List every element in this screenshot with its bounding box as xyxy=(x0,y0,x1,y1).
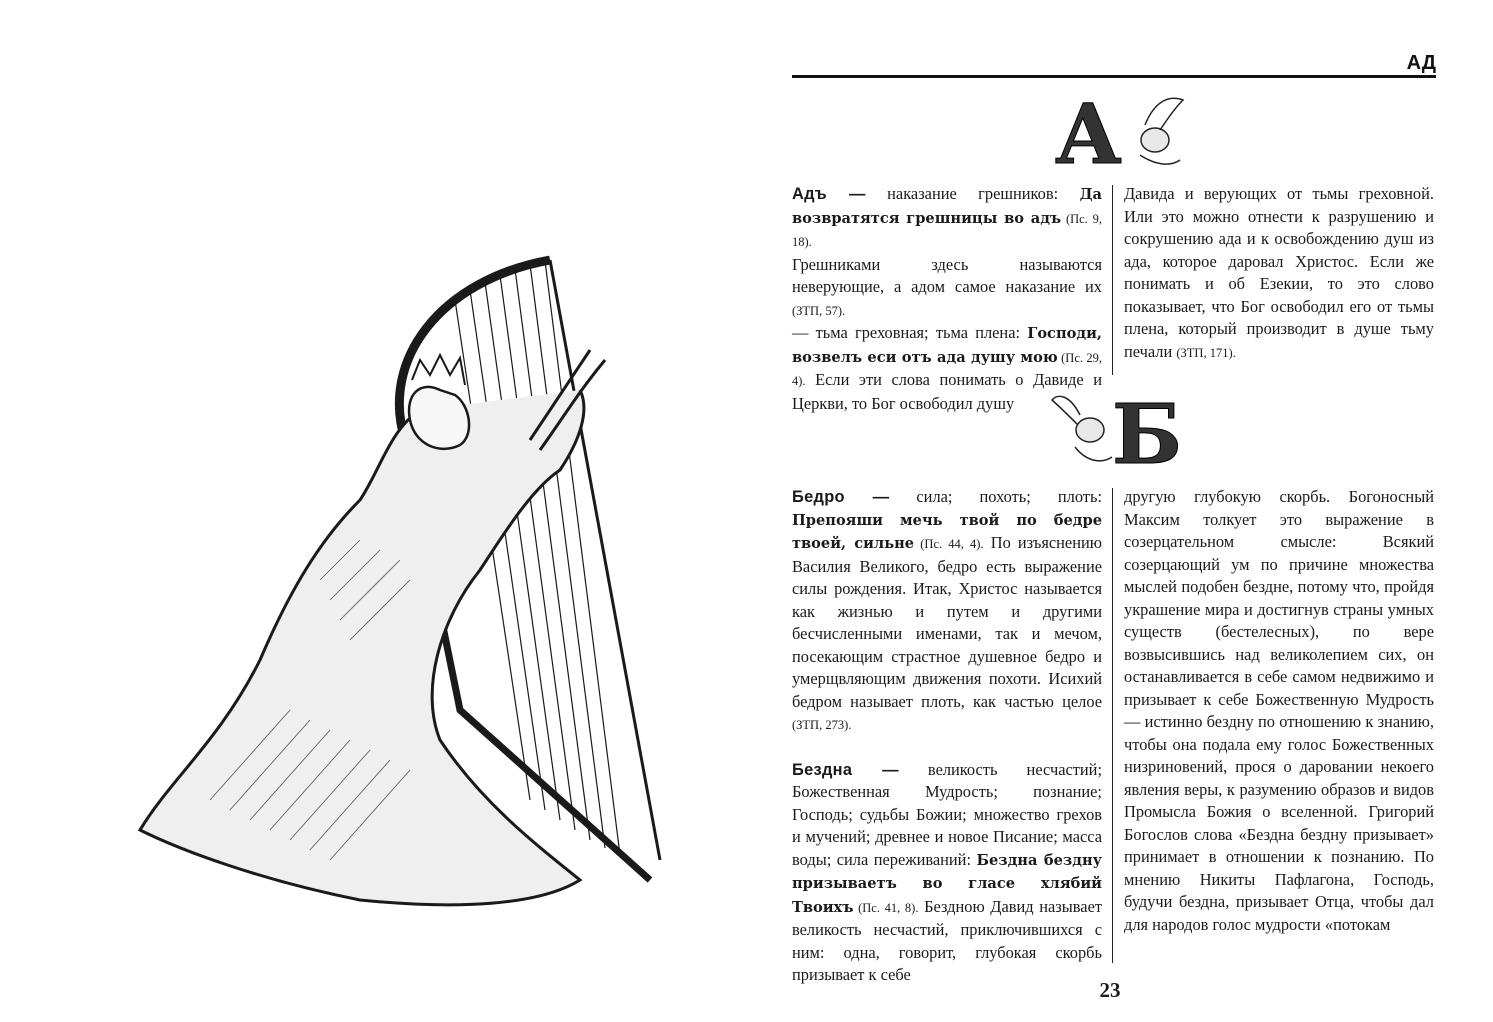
entry-ad-col2: Давида и верующих от тьмы греховной. Или это можно отнести к разрушению и сокрушению ада и к освобождению душ из ада, которое даровал Христос. Если же понимать и об Езекии, то это слово показывает, что Бог освободил его от тьмы плена, который производит в душе тьму печали (ЗТП, 171). xyxy=(1124,184,1434,361)
scripture-quote: Да возвратятся грешницы во адъ xyxy=(792,186,1103,227)
entry-ad-col1: Адъ — наказание грешников: Да возвратятся грешницы во адъ (Пс. 9, 18). Грешниками здесь называются неверующие, а адом самое наказание их (ЗТП, 57). — тьма греховная; тьма плена: Господи, возвелъ еси отъ ада душу мою (Пс. 29, 4). Если эти слова понимать о Давиде и Церкви, то Бог освободил душу xyxy=(792,184,1103,413)
scripture-quote: Препояши мечь твой по бедре твоей, сильне xyxy=(792,511,1102,552)
reference: (Пс. 29, 4). xyxy=(792,350,1102,388)
initial-letter-b: Б xyxy=(1112,387,1183,475)
initial-a-ornament xyxy=(1045,85,1185,175)
reference: (ЗТП, 57). xyxy=(792,303,846,318)
reference: (ЗТП, 171). xyxy=(1176,345,1236,360)
david-harp-engraving xyxy=(60,240,700,940)
crown-icon xyxy=(412,355,465,385)
reference: (Пс. 9, 18). xyxy=(792,211,1102,249)
scripture-quote: Господи, возвелъ еси отъ ада душу мою xyxy=(792,325,1102,366)
reference: (ЗТП, 273). xyxy=(792,718,852,732)
entries-b-col1: Бедро — сила; похоть; плоть: Препояши мечь твой по бедре твоей, сильне (Пс. 44, 4). По изъяснению Василия Великого, бедро есть выражение силы рождения. Итак, Христос называется как жизнью и путем и другими бесчисленными именами, так и мечом, посекающим страстное душевное бедро и умерщвляющим движения похоти. Исихий бедром называет плоть, как частью целое (ЗТП, 273). Бездна — великость несчастий; Божественная Мудрость; познание; Господь; судьбы Божии; множество грехов и мучений; древнее и новое Писание; масса воды; сила переживаний: Бездна бездну призываетъ во гласе хлябий Твоихъ (Пс. 41, 8). Бездною Давид называет великость несчастий, приключившихся с ним: одна, говорит, глубокая скорбь призывает к себе xyxy=(792,487,1103,984)
reference: (Пс. 44, 4). xyxy=(914,537,984,551)
running-head: АД xyxy=(1406,52,1436,74)
angel-icon xyxy=(1140,98,1183,164)
headword-bezdna: Бездна — xyxy=(792,760,899,779)
figure-robe xyxy=(140,390,584,905)
column-divider xyxy=(1112,488,1113,963)
entries-b-col2: другую глубокую скорбь. Богоносный Максим толкует это выражение в созерцательном смысле: Всякий созерцающий ум по причине множества мыслей подобен бездне, потому что, пройдя украшение мира и достигнув страны умных существ (бестелесных), по вере возвысившись над великолепием сих, он останавливается в себе самом недвижимо и призывает к себе Божественную Мудрость — истинно бездну по отношению к знанию, чтобы она подала ему голос Божественных низриновений, прося о даровании некоего явления веры, к разумению образов и видов Промысла Божия о вселенной. Григорий Богослов слова «Бездна бездну призывает» принимает в отношении к познанию. По мнению Никиты Пафлагона, Господь, будучи бездна, призывает Отца, чтобы дал для народов голос мудрости «потокам xyxy=(1124,487,1434,934)
headword-ad: Адъ — xyxy=(792,185,866,203)
scripture-quote: Бездна бездну призываетъ во гласе хлябий Твоихъ xyxy=(792,851,1102,916)
initial-letter-a: А xyxy=(1055,87,1122,175)
page-number: 23 xyxy=(1099,978,1121,1002)
header-rule xyxy=(792,75,1436,78)
column-divider xyxy=(1112,185,1113,375)
reference: (Пс. 41, 8). xyxy=(853,900,919,915)
headword-bedro: Бедро — xyxy=(792,488,890,506)
